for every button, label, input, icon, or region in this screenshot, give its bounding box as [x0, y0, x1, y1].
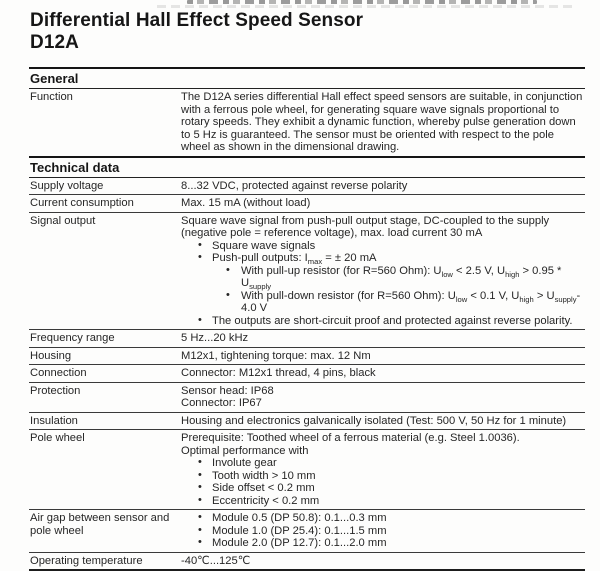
table-row [29, 510, 585, 553]
row-value [181, 385, 585, 410]
table-row [29, 365, 585, 383]
value-line: Square wave signal from push-pull output stage, DC-coupled to the supply (negative pole = reference voltage), max. load current 30 mA [181, 215, 585, 240]
row-value [181, 367, 585, 380]
row-label: Air gap between sensor and pole wheel [29, 512, 181, 550]
value-line: Connector: IP67 [181, 397, 585, 410]
datasheet-page [29, 0, 585, 571]
value-line: The D12A series differential Hall effect speed sensors are suitable, in conjunction with a ferrous pole wheel, for generating square wave signals proportional to rotary speeds. They exhibit a dynamic function, whereby pulse generation down to 5 Hz is guaranteed. The sensor must be oriented with respect to the pole wheel as shown in the dimensional drawing. [181, 91, 585, 154]
value-line: Housing and electronics galvanically isolated (Test: 500 V, 50 Hz for 1 minute) [181, 415, 585, 428]
row-value [181, 555, 585, 568]
row-label: Connection [29, 367, 181, 380]
bullet-icon: • [198, 536, 202, 549]
value-line: Prerequisite: Toothed wheel of a ferrous material (e.g. Steel 1.0036). [181, 432, 585, 445]
row-label: Housing [29, 350, 181, 363]
row-label: Signal output [29, 215, 181, 328]
bullet-icon: • [198, 481, 202, 494]
value-line: M12x1, tightening torque: max. 12 Nm [181, 350, 585, 363]
page-title [30, 10, 585, 53]
value-line: Optimal performance with [181, 445, 585, 458]
table-row [29, 430, 585, 510]
row-value [181, 350, 585, 363]
value-line: 5 Hz...20 kHz [181, 332, 585, 345]
bullet-icon: • [198, 314, 202, 327]
value-line: • Push-pull outputs: $I_{max}$ = ± 20 mA [181, 252, 585, 265]
row-value [181, 180, 585, 193]
row-label: Operating temperature [29, 555, 181, 568]
value-line: • Module 1.0 (DP 25.4): 0.1...1.5 mm [181, 525, 585, 538]
value-line: • Eccentricity < 0.2 mm [181, 495, 585, 508]
table-row [29, 413, 585, 431]
row-label: Frequency range [29, 332, 181, 345]
row-label: Supply voltage [29, 180, 181, 193]
bullet-icon: • [198, 251, 202, 264]
table-row [29, 383, 585, 413]
bullet-icon: • [198, 494, 202, 507]
row-value [181, 215, 585, 328]
value-line: • Module 0.5 (DP 50.8): 0.1...0.3 mm [181, 512, 585, 525]
section-heading: Technical data [29, 156, 585, 178]
value-line: • With pull-down resistor (for R=560 Ohm): $U_{low} < 0.1$ V, $U_{high} > U_{supply}-4.0$ V [181, 290, 585, 315]
bullet-icon: • [226, 264, 230, 277]
row-label: Insulation [29, 415, 181, 428]
table-row [29, 348, 585, 366]
bullet-icon: • [198, 239, 202, 252]
row-label: Function [29, 91, 181, 154]
section [29, 67, 585, 156]
value-line: • The outputs are short-circuit proof and protected against reverse polarity. [181, 315, 585, 328]
bullet-icon: • [226, 289, 230, 302]
bullet-icon: • [198, 511, 202, 524]
value-line: • Tooth width > 10 mm [181, 470, 585, 483]
page-title-line1: Differential Hall Effect Speed Sensor [30, 10, 363, 31]
bullet-icon: • [198, 456, 202, 469]
row-value [181, 332, 585, 345]
page-title-line2: D12A [30, 32, 79, 53]
value-line: • Square wave signals [181, 240, 585, 253]
value-line: • Involute gear [181, 457, 585, 470]
value-line: • Side offset < 0.2 mm [181, 482, 585, 495]
row-value [181, 512, 585, 550]
bullet-icon: • [198, 524, 202, 537]
sections [29, 67, 585, 571]
row-value [181, 197, 585, 210]
table-row [29, 89, 585, 156]
value-line: • With pull-up resistor (for R=560 Ohm): $U_{low} < 2.5$ V, $U_{high} > 0.95 * U_{supply}$ [181, 265, 585, 290]
section-heading: General [29, 67, 585, 89]
value-line: Sensor head: IP68 [181, 385, 585, 398]
value-line: 8...32 VDC, protected against reverse polarity [181, 180, 585, 193]
row-label: Current consumption [29, 197, 181, 210]
table-row [29, 178, 585, 196]
table-row [29, 330, 585, 348]
row-value [181, 432, 585, 507]
section [29, 156, 585, 571]
value-line: -40℃...125℃ [181, 555, 585, 568]
table-row [29, 195, 585, 213]
value-line: Max. 15 mA (without load) [181, 197, 585, 210]
row-value [181, 415, 585, 428]
row-value [181, 91, 585, 154]
value-line: • Module 2.0 (DP 12.7): 0.1...2.0 mm [181, 537, 585, 550]
row-label: Protection [29, 385, 181, 410]
table-row [29, 213, 585, 331]
table-row [29, 553, 585, 571]
value-line: Connector: M12x1 thread, 4 pins, black [181, 367, 585, 380]
row-label: Pole wheel [29, 432, 181, 507]
bullet-icon: • [198, 469, 202, 482]
